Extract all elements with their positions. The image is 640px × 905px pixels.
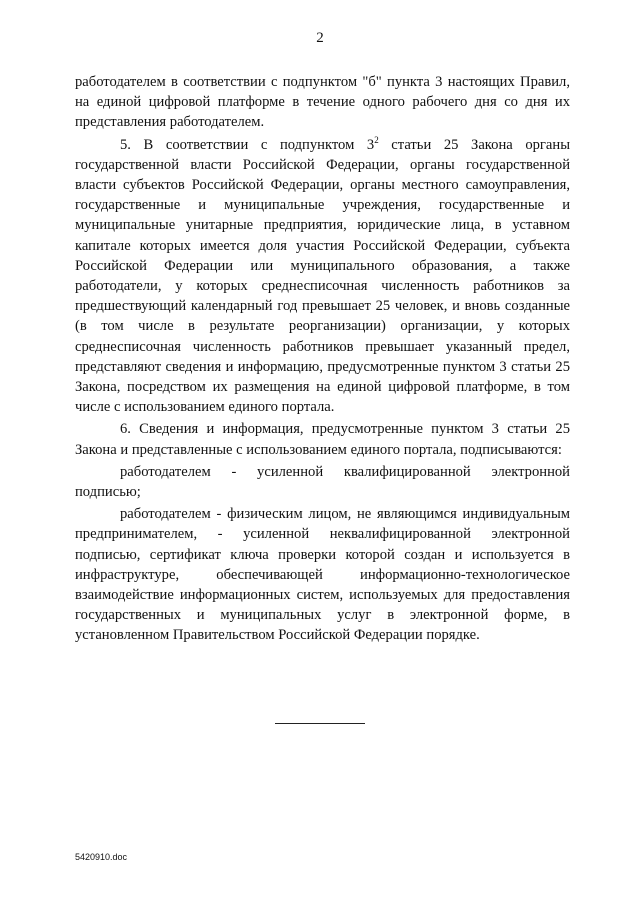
paragraph-item-5 [75,135,570,418]
end-separator-line [275,723,365,724]
paragraph-item-5-text-rest: статьи 25 Закона органы государственной власти Российской Федерации, органы государственной власти субъектов Российской Федерации, органы местного самоуправления, государственные и муниципальные учреждения, государственные и муниципальные унитарные предприятия, юридические лица, в уставном капитале которых имеется доля участия Российской Федерации, субъекта Российской Федерации или муниципального образования, а также работодатели, у которых среднесписочная численность работников за предшествующий календарный год превышает 25 человек, и вновь созданные (в том числе в результате реорганизации) организации, у которых среднесписочная численность работников превышает указанный предел, представляют сведения и информацию, предусмотренные пунктом 3 статьи 25 Закона, посредством их размещения на единой цифровой платформе, в том числе с использованием единого портала. [75,136,570,416]
paragraph-signature-qualified: работодателем - усиленной квалифицированной электронной подписью; [75,463,570,501]
footer-document-code: 5420910.doc [75,852,128,862]
paragraph-item-5-text-start: 5. В соответствии с подпунктом 3 [120,136,375,153]
document-body [75,72,570,646]
paragraph-signature-unqualified: работодателем - физическим лицом, не являющимся индивидуальным предпринимателем, - усиленной неквалифицированной электронной подписью, сертификат ключа проверки которой создан и используется в инфраструктуре, обеспечивающей информационно-технологическое взаимодействие информационных систем, используемых для предоставления государственных и муниципальных услуг в электронной форме, в установленном Правительством Российской Федерации порядке. [75,506,570,644]
superscript-index: 2 [374,134,379,145]
paragraph-item-6: 6. Сведения и информация, предусмотренные пунктом 3 статьи 25 Закона и представленные с использованием единого портала, подписываются: [75,421,570,458]
paragraph-continuation: работодателем в соответствии с подпунктом "б" пункта 3 настоящих Правил, на единой цифровой платформе в течение одного рабочего дня со дня их представления работодателем. [75,74,570,131]
page-number: 2 [316,30,324,46]
